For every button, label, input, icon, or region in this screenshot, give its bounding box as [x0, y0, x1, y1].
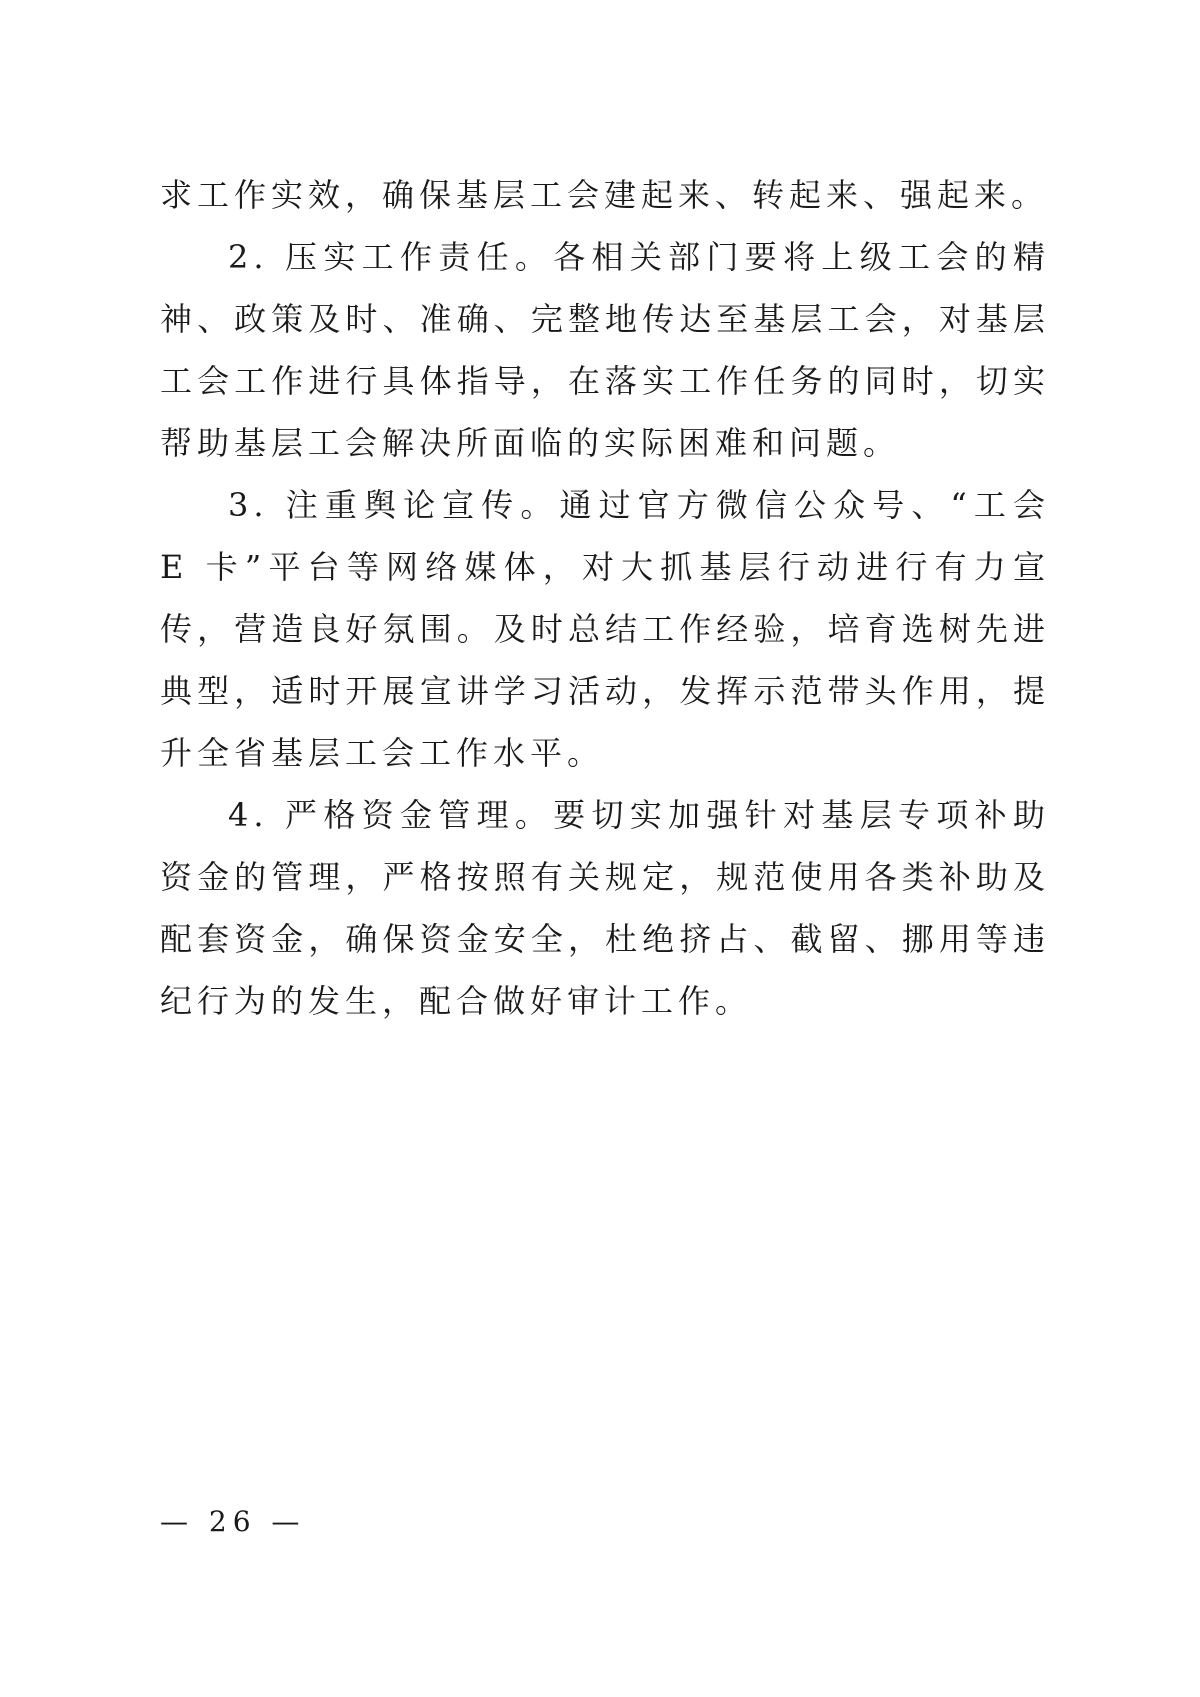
paragraph-item-4: 4. 严格资金管理。要切实加强针对基层专项补助资金的管理，严格按照有关规定，规范使用各类补助及配套资金，确保资金安全，杜绝挤占、截留、挪用等违纪行为的发生，配合做好审计工作。 [160, 796, 1050, 1020]
paragraph-item-2: 2. 压实工作责任。各相关部门要将上级工会的精神、政策及时、准确、完整地传达至基层工会，对基层工会工作进行具体指导，在落实工作任务的同时，切实帮助基层工会解决所面临的实际困难和问题。 [160, 238, 1050, 462]
paragraph-item-3: 3. 注重舆论宣传。通过官方微信公众号、“工会 E 卡”平台等网络媒体，对大抓基层行动进行有力宣传，营造良好氛围。及时总结工作经验，培育选树先进典型，适时开展宣讲学习活动，发挥示范带头作用，提升全省基层工会工作水平。 [160, 486, 1050, 772]
page-number: — 26 — [160, 1505, 306, 1538]
body-text [160, 164, 1050, 1032]
paragraph-continuation: 求工作实效，确保基层工会建起来、转起来、强起来。 [160, 176, 1049, 214]
